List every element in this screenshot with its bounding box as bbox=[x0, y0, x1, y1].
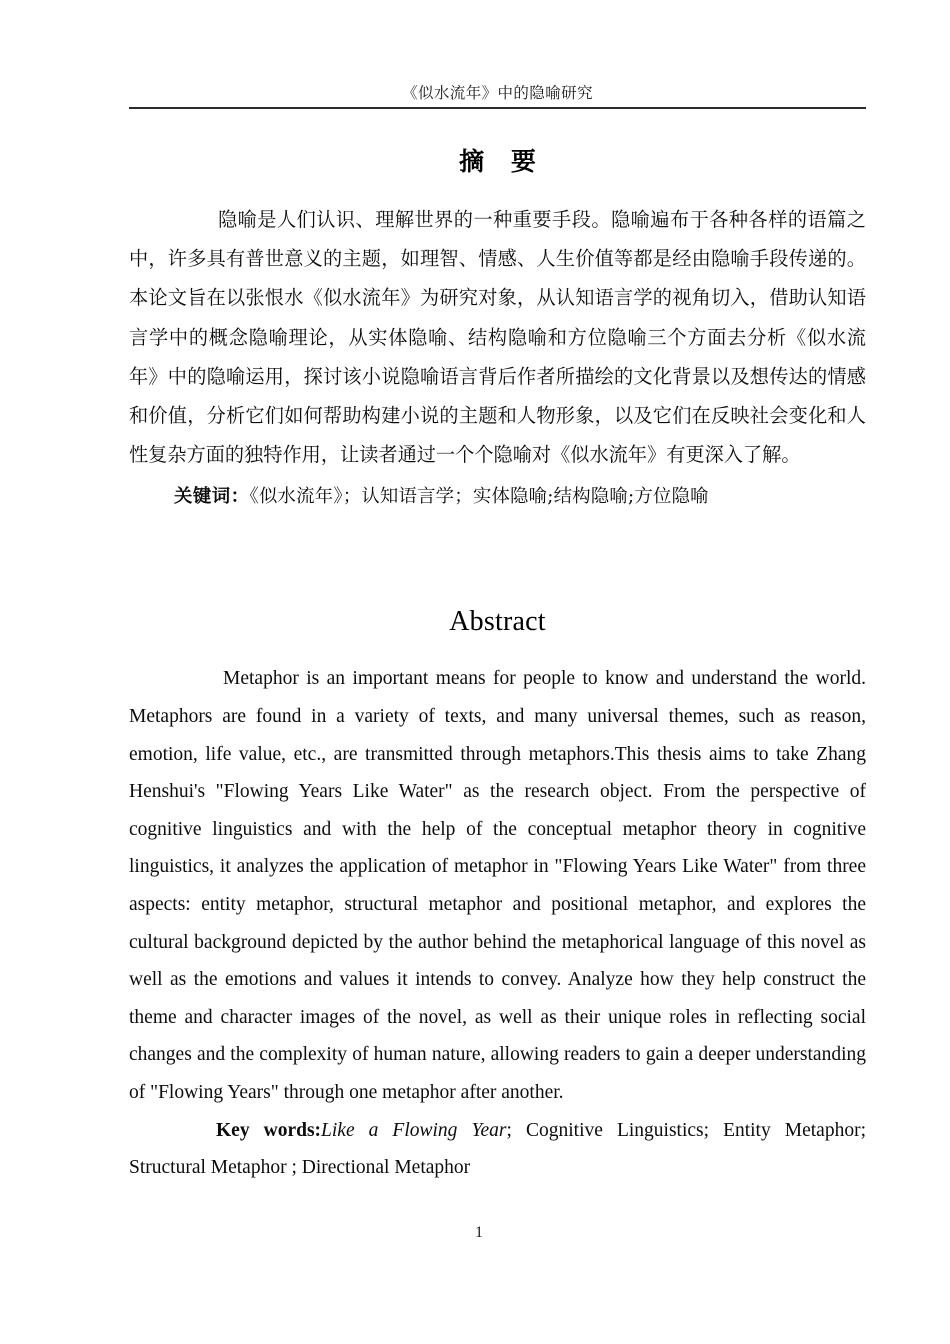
chinese-keywords-line bbox=[129, 480, 866, 514]
page-number: 1 bbox=[475, 1224, 483, 1241]
english-keywords-label: Key words: bbox=[216, 1119, 322, 1141]
chinese-keywords-label: 关键词： bbox=[174, 486, 250, 508]
chinese-abstract-body: 隐喻是人们认识、理解世界的一种重要手段。隐喻遍布于各种各样的语篇之中，许多具有普世意义的主题，如理智、情感、人生价值等都是经由隐喻手段传递的。本论文旨在以张恨水《似水流年》为研究对象，从认知语言学的视角切入，借助认知语言学中的概念隐喻理论，从实体隐喻、结构隐喻和方位隐喻三个方面去分析《似水流年》中的隐喻运用，探讨该小说隐喻语言背后作者所描绘的文化背景以及想传达的情感和价值，分析它们如何帮助构建小说的主题和人物形象，以及它们在反映社会变化和人性复杂方面的独特作用，让读者通过一个个隐喻对《似水流年》有更深入了解。 bbox=[129, 208, 866, 467]
chinese-abstract-heading: 摘 要 bbox=[459, 147, 545, 176]
english-keywords-line bbox=[129, 1112, 866, 1187]
page-content bbox=[129, 132, 866, 1187]
chinese-keywords-value: 《似水流年》；认知语言学；实体隐喻;结构隐喻;方位隐喻 bbox=[249, 486, 709, 508]
english-keywords-rest: ; Cognitive Linguistics; Entity Metaphor; Structural Metaphor ; Directional Metaphor bbox=[129, 1119, 866, 1179]
english-keywords-title: Like a Flowing Year bbox=[321, 1119, 507, 1141]
english-abstract-heading: Abstract bbox=[449, 606, 546, 638]
header-divider-rule bbox=[129, 107, 866, 109]
english-abstract-body: Metaphor is an important means for people to know and understand the world. Metaphors are found in a variety of texts, and many universal themes, such as reason, emotion, life value, etc., are transmitted through metaphors.This thesis aims to take Zhang Henshui's "Flowing Years Like Water" as the research object. From the perspective of cognitive linguistics and with the help of the conceptual metaphor theory in cognitive linguistics, it analyzes the application of metaphor in "Flowing Years Like Water" from three aspects: entity metaphor, structural metaphor and positional metaphor, and explores the cultural background depicted by the author behind the metaphorical language of this novel as well as the emotions and values it intends to convey. Analyze how they help construct the theme and character images of the novel, as well as their unique roles in reflecting social changes and the complexity of human nature, allowing readers to gain a deeper understanding of "Flowing Years" through one metaphor after another. bbox=[129, 668, 866, 1103]
running-header-text: 《似水流年》中的隐喻研究 bbox=[402, 84, 593, 102]
running-header bbox=[129, 84, 866, 109]
